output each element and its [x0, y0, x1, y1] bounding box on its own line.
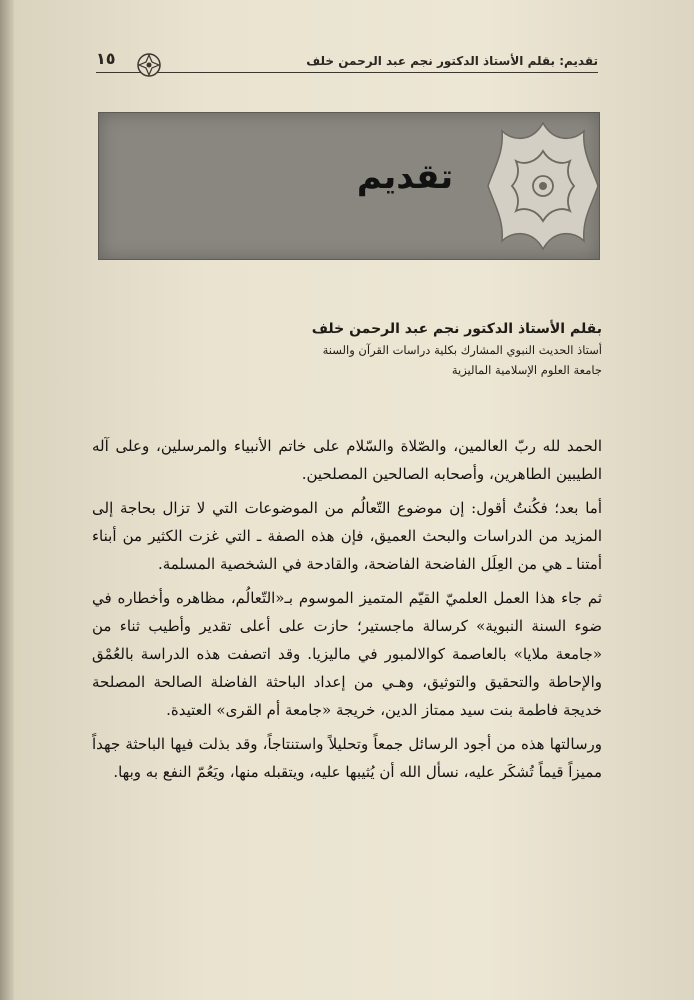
running-head — [96, 40, 598, 73]
paragraph: الحمد لله ربّ العالمين، والصّلاة والسّلام على خاتم الأنبياء والمرسلين، وعلى آله الطيبين الطاهرين، وأصحابه الصالحين المصلحين. — [92, 437, 602, 483]
author-position: أستاذ الحديث النبوي المشارك بكلية دراسات القرآن والسنة — [322, 343, 602, 357]
running-head-title: تقديم: بقلم الأستاذ الدكتور نجم عبد الرحمن خلف — [306, 54, 598, 68]
chapter-banner — [98, 112, 600, 260]
author-block — [96, 318, 602, 380]
running-head-ornament-icon — [136, 52, 162, 78]
author-name: بقلم الأستاذ الدكتور نجم عبد الرحمن خلف — [311, 321, 602, 337]
page-binding-edge — [0, 0, 14, 1000]
page-number: ١٥ — [96, 49, 116, 68]
author-institution: جامعة العلوم الإسلامية الماليزية — [451, 363, 602, 377]
paragraph: ورسالتها هذه من أجود الرسائل جمعاً وتحليلاً واستنتاجاً، وقد بذلت فيها الباحثة جهداً مميزاً قيماً تُشكَر عليه، نسأل الله أن يُثيبها عليه، ويتقبله منها، ويَعُمّ النفع به وبها. — [92, 735, 602, 781]
paragraph: أما بعد؛ فكُنتُ أقول: إن موضوع التّعالُم من الموضوعات التي لا تزال بحاجة إلى المزيد من الدراسات والبحث العميق، فإن هذه الصفة ـ التي غزت الكثير من أبناء أمتنا ـ هي من العِلَل الفاضحة الفاضحة، والقادحة في الشخصية المسلمة. — [92, 499, 602, 573]
paragraph: ثم جاء هذا العمل العلميّ القيّم المتميز الموسوم بـ«التّعالُم، مظاهره وأخطاره في ضوء السنة النبوية» كرسالة ماجستير؛ حازت على أعلى تقدير وأطيب ثناء من «جامعة ملايا» بالعاصمة كوالالمبور في ماليزيا. وقد اتصفت هذه الدراسة بالعُمْق والإحاطة والتحقيق والتوثيق، وهـي من إعداد الباحثة الفاضلة الصالحة المصلحة خديجة فاطمة بنت سيد ممتاز الدين، خريجة «جامعة أم القرى» العتيدة. — [92, 589, 602, 719]
body-text — [92, 432, 602, 792]
chapter-title: تقديم — [356, 157, 454, 197]
